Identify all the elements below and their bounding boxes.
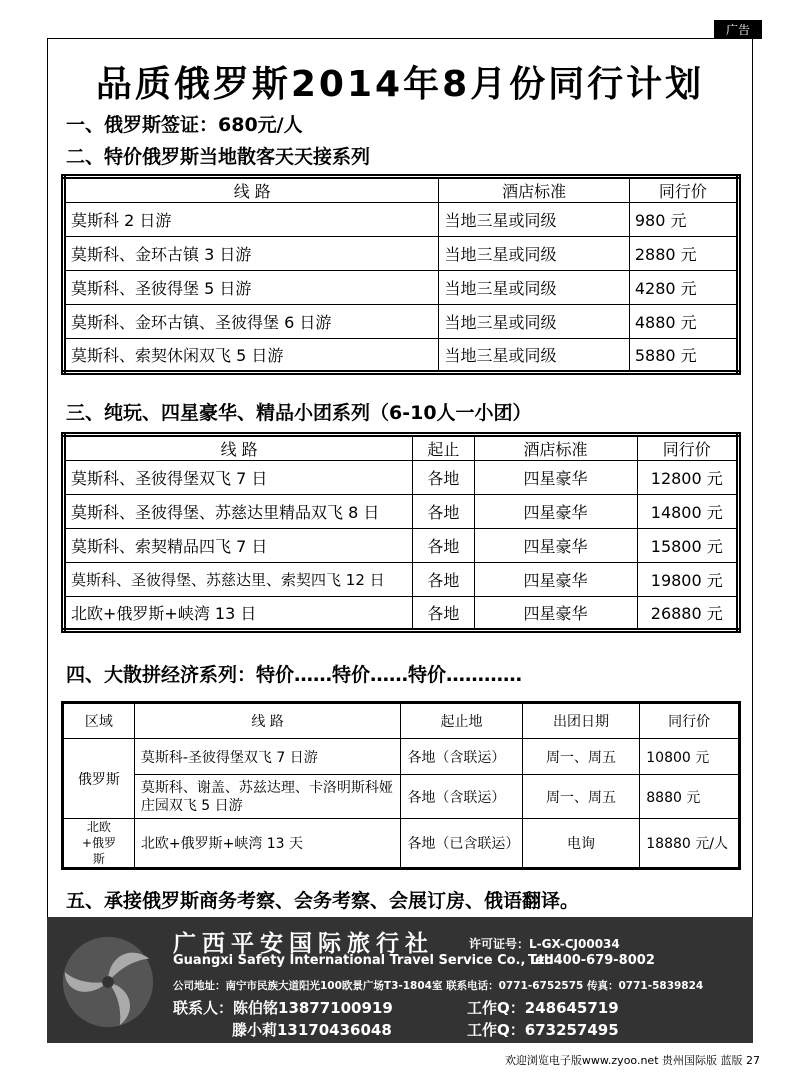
price-cell: 12800 元 <box>637 461 738 495</box>
departure-cell: 周一、周五 <box>522 775 639 819</box>
table-row <box>64 237 739 271</box>
hotel-cell: 四星豪华 <box>474 461 637 495</box>
table-row <box>63 819 740 869</box>
hotel-cell: 四星豪华 <box>474 529 637 563</box>
table-header-row <box>64 177 739 203</box>
table-row <box>64 563 739 597</box>
table-row <box>63 739 740 775</box>
section4-heading: 四、大散拼经济系列：特价……特价……特价………… <box>66 664 523 686</box>
company-name-cn: 广西平安国际旅行社 <box>173 931 434 957</box>
table-row <box>64 339 739 373</box>
route-cell: 莫斯科 2 日游 <box>64 203 439 237</box>
company-banner <box>47 917 753 1043</box>
departure-cell: 周一、周五 <box>522 739 639 775</box>
col-price: 同行价 <box>629 177 738 203</box>
col-origin: 起止 <box>413 435 474 461</box>
price-cell: 4880 元 <box>629 305 738 339</box>
col-origin: 起止地 <box>401 703 522 739</box>
price-cell: 2880 元 <box>629 237 738 271</box>
hotel-cell: 当地三星或同级 <box>439 305 629 339</box>
table-row <box>64 305 739 339</box>
origin-cell: 各地（含联运） <box>401 739 522 775</box>
route-cell: 莫斯科、索契休闲双飞 5 日游 <box>64 339 439 373</box>
route-cell: 莫斯科、索契精品四飞 7 日 <box>64 529 413 563</box>
origin-cell: 各地 <box>413 495 474 529</box>
price-cell: 4280 元 <box>629 271 738 305</box>
company-address: 公司地址：南宁市民族大道阳光100欧景广场T3-1804室 联系电话：0771-6752575 传真：0771-5839824 <box>173 980 704 992</box>
section3-table <box>61 432 741 633</box>
company-name-en: Guangxi Safety International Travel Service Co., Ltd <box>173 953 554 968</box>
price-cell: 8880 元 <box>640 775 740 819</box>
hotel-cell: 四星豪华 <box>474 563 637 597</box>
table-row <box>64 461 739 495</box>
region-cell: 俄罗斯 <box>63 739 135 819</box>
route-cell: 莫斯科、金环古镇 3 日游 <box>64 237 439 271</box>
section2-heading: 二、特价俄罗斯当地散客天天接系列 <box>66 146 371 168</box>
table-row <box>63 775 740 819</box>
section2-table <box>61 174 741 375</box>
col-price: 同行价 <box>637 435 738 461</box>
table-row <box>64 271 739 305</box>
col-price: 同行价 <box>640 703 740 739</box>
company-logo <box>59 933 157 1031</box>
origin-cell: 各地 <box>413 461 474 495</box>
hotel-cell: 当地三星或同级 <box>439 271 629 305</box>
region-cell: 北欧+俄罗斯 <box>63 819 135 869</box>
departure-cell: 电询 <box>522 819 639 869</box>
col-hotel: 酒店标准 <box>474 435 637 461</box>
route-cell: 莫斯科-圣彼得堡双飞 7 日游 <box>134 739 400 775</box>
price-cell: 5880 元 <box>629 339 738 373</box>
col-departure: 出团日期 <box>522 703 639 739</box>
col-hotel: 酒店标准 <box>439 177 629 203</box>
route-cell: 北欧+俄罗斯+峡湾 13 日 <box>64 597 413 631</box>
contact-1: 联系人：陈伯铭13877100919 <box>173 999 393 1017</box>
col-route: 线 路 <box>64 177 439 203</box>
origin-cell: 各地 <box>413 529 474 563</box>
table-header-row <box>63 703 740 739</box>
table-row <box>64 203 739 237</box>
route-cell: 莫斯科、圣彼得堡 5 日游 <box>64 271 439 305</box>
origin-cell: 各地（已含联运） <box>401 819 522 869</box>
origin-cell: 各地 <box>413 563 474 597</box>
route-cell: 莫斯科、谢盖、苏兹达理、卡洛明斯科娅庄园双飞 5 日游 <box>134 775 400 819</box>
table-row <box>64 529 739 563</box>
contact-1-qq: 工作Q：248645719 <box>467 999 619 1017</box>
company-tel: Tel:400-679-8002 <box>528 953 655 968</box>
price-cell: 19800 元 <box>637 563 738 597</box>
col-region: 区域 <box>63 703 135 739</box>
section5-heading: 五、承接俄罗斯商务考察、会务考察、会展订房、俄语翻译。 <box>66 890 580 912</box>
contact-2-qq: 工作Q：673257495 <box>467 1021 619 1039</box>
visa-heading: 一、俄罗斯签证：680元/人 <box>66 114 303 136</box>
origin-cell: 各地 <box>413 597 474 631</box>
hotel-cell: 四星豪华 <box>474 495 637 529</box>
route-cell: 北欧+俄罗斯+峡湾 13 天 <box>134 819 400 869</box>
price-cell: 14800 元 <box>637 495 738 529</box>
page-footer: 欢迎浏览电子版www.zyoo.net 贵州国际版 蓝版 27 <box>504 1054 760 1067</box>
route-cell: 莫斯科、圣彼得堡、苏慈达里精品双飞 8 日 <box>64 495 413 529</box>
table-row <box>64 597 739 631</box>
hotel-cell: 当地三星或同级 <box>439 237 629 271</box>
hotel-cell: 当地三星或同级 <box>439 203 629 237</box>
table-header-row <box>64 435 739 461</box>
table-row <box>64 495 739 529</box>
section3-heading: 三、纯玩、四星豪华、精品小团系列（6-10人一小团） <box>66 402 532 424</box>
license-number: 许可证号：L-GX-CJ00034 <box>469 937 620 951</box>
col-route: 线 路 <box>134 703 400 739</box>
route-cell: 莫斯科、圣彼得堡双飞 7 日 <box>64 461 413 495</box>
price-cell: 10800 元 <box>640 739 740 775</box>
page-title: 品质俄罗斯2014年8月份同行计划 <box>95 64 705 105</box>
col-route: 线 路 <box>64 435 413 461</box>
price-cell: 18880 元/人 <box>640 819 740 869</box>
price-cell: 26880 元 <box>637 597 738 631</box>
route-cell: 莫斯科、圣彼得堡、苏慈达里、索契四飞 12 日 <box>64 563 413 597</box>
section4-table <box>61 701 741 870</box>
origin-cell: 各地（含联运） <box>401 775 522 819</box>
price-cell: 15800 元 <box>637 529 738 563</box>
hotel-cell: 当地三星或同级 <box>439 339 629 373</box>
price-cell: 980 元 <box>629 203 738 237</box>
route-cell: 莫斯科、金环古镇、圣彼得堡 6 日游 <box>64 305 439 339</box>
contact-2: 滕小莉13170436048 <box>232 1021 392 1039</box>
hotel-cell: 四星豪华 <box>474 597 637 631</box>
ad-tag: 广告 <box>714 20 762 39</box>
